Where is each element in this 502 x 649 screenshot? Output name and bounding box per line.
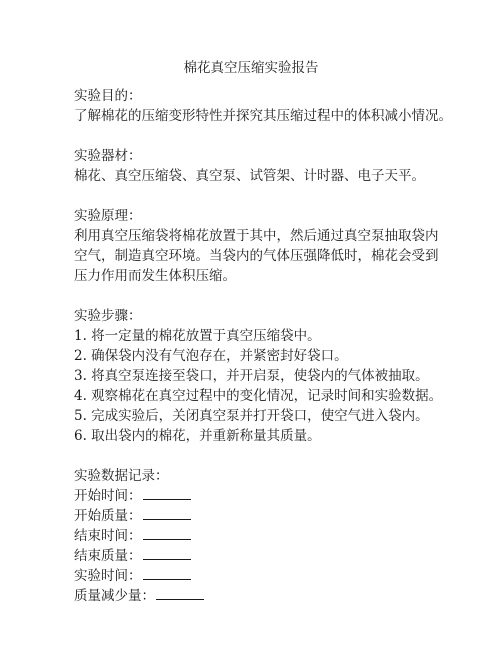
record-label: 开始质量：	[74, 508, 142, 524]
records-heading: 实验数据记录：	[74, 468, 169, 484]
principle-heading: 实验原理：	[74, 208, 142, 224]
record-label: 开始时间：	[74, 488, 142, 504]
record-label: 结束质量：	[74, 548, 142, 564]
fill-in-blank	[143, 486, 191, 500]
purpose-heading: 实验目的：	[74, 88, 142, 104]
record-field-start-mass	[74, 506, 494, 526]
principle-section	[74, 206, 494, 286]
record-label: 实验时间：	[74, 568, 142, 584]
report-title: 棉花真空压缩实验报告	[183, 60, 319, 76]
equipment-section	[74, 146, 494, 186]
purpose-text: 了解棉花的压缩变形特性并探究其压缩过程中的体积减小情况。	[74, 108, 452, 124]
record-label: 质量减少量：	[74, 588, 155, 604]
principle-line: 空气，制造真空环境。当袋内的气体压强降低时，棉花会受到	[74, 248, 439, 264]
step-item: 6. 取出袋内的棉花，并重新称量其质量。	[74, 428, 321, 444]
report-body	[74, 86, 494, 626]
record-field-end-time	[74, 526, 494, 546]
equipment-heading: 实验器材：	[74, 148, 142, 164]
step-item: 4. 观察棉花在真空过程中的变化情况，记录时间和实验数据。	[74, 388, 443, 404]
fill-in-blank	[143, 526, 191, 540]
fill-in-blank	[143, 506, 191, 520]
principle-line: 利用真空压缩袋将棉花放置于其中，然后通过真空泵抽取袋内	[74, 228, 439, 244]
fill-in-blank	[143, 566, 191, 580]
fill-in-blank	[143, 546, 191, 560]
equipment-text: 棉花、真空压缩袋、真空泵、试管架、计时器、电子天平。	[74, 168, 425, 184]
fill-in-blank	[156, 586, 204, 600]
record-field-end-mass	[74, 546, 494, 566]
step-item: 3. 将真空泵连接至袋口，并开启泵，使袋内的气体被抽取。	[74, 368, 429, 384]
purpose-section	[74, 86, 494, 126]
record-field-mass-loss	[74, 586, 494, 606]
steps-heading: 实验步骤：	[74, 308, 142, 324]
principle-line: 压力作用而发生体积压缩。	[74, 268, 236, 284]
step-item: 2. 确保袋内没有气泡存在，并紧密封好袋口。	[74, 348, 348, 364]
records-section	[74, 466, 494, 606]
steps-section	[74, 306, 494, 446]
record-field-start-time	[74, 486, 494, 506]
record-field-duration	[74, 566, 494, 586]
record-label: 结束时间：	[74, 528, 142, 544]
step-item: 1. 将一定量的棉花放置于真空压缩袋中。	[74, 328, 321, 344]
step-item: 5. 完成实验后，关闭真空泵并打开袋口，使空气进入袋内。	[74, 408, 429, 424]
